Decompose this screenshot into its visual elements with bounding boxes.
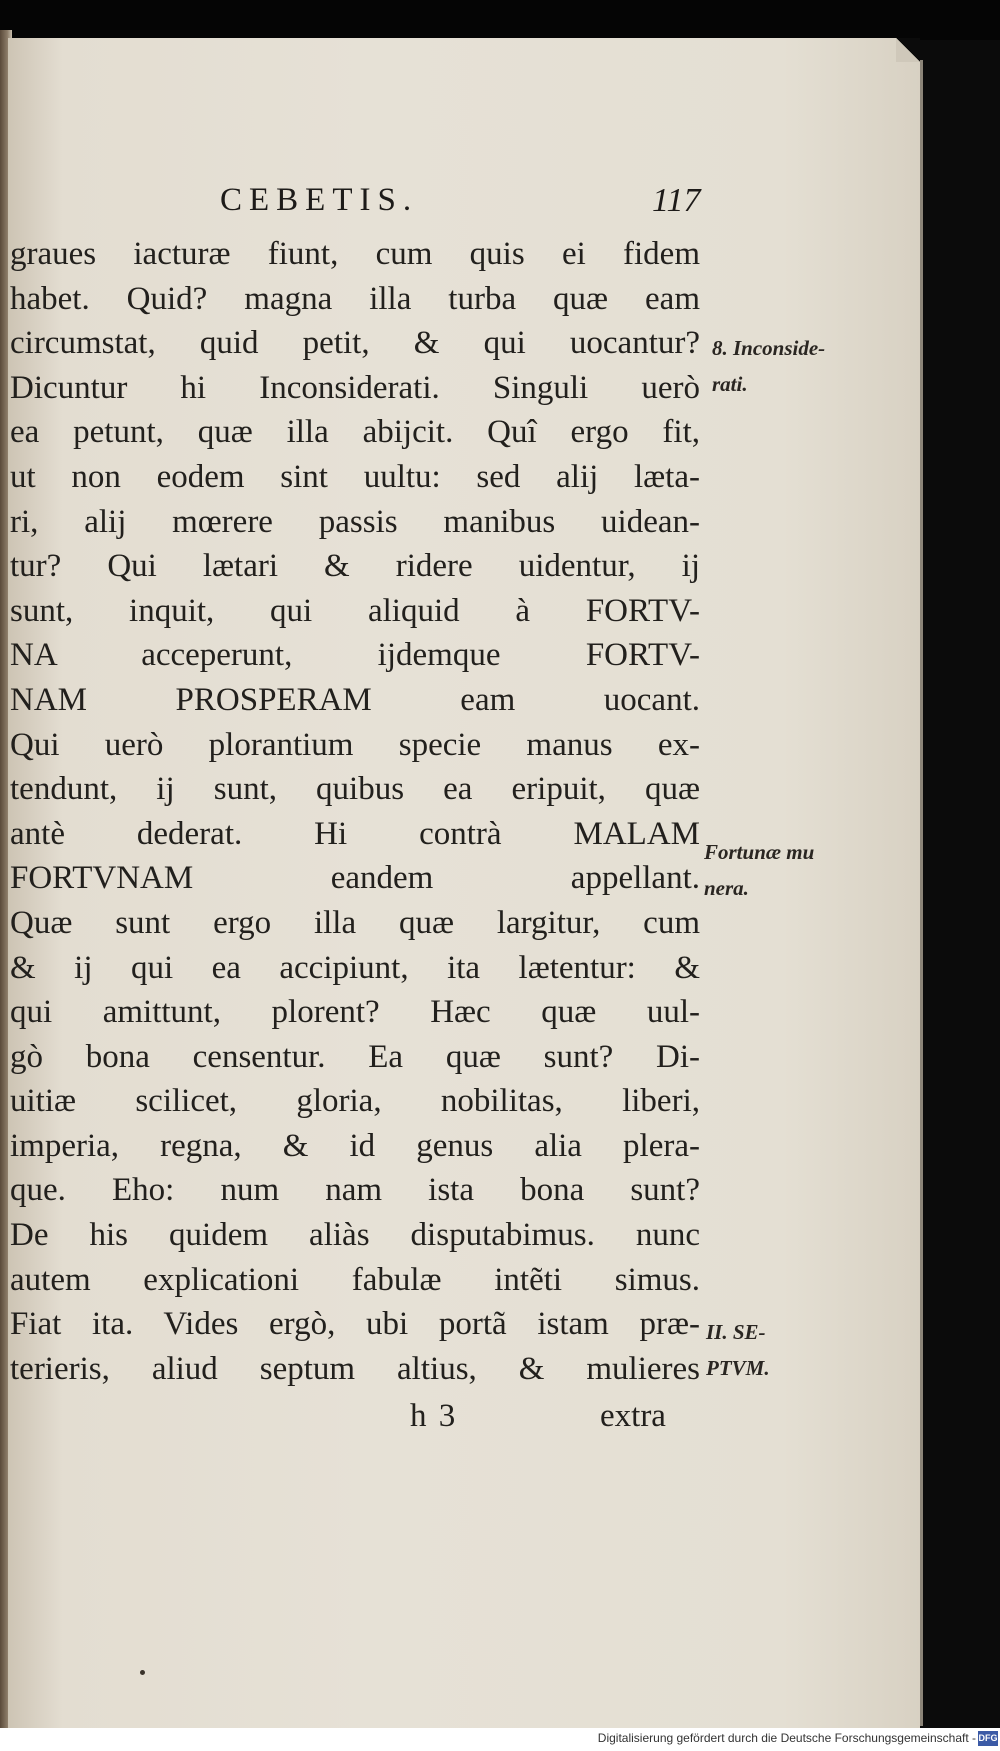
running-title: CEBETIS. xyxy=(220,182,419,218)
text-line: uitiæ scilicet, gloria, nobilitas, liberi, xyxy=(10,1083,700,1120)
margin-note-line: II. SE- xyxy=(706,1320,766,1344)
dfg-logo-icon: DFG xyxy=(978,1731,998,1746)
text-line: tendunt, ij sunt, quibus ea eripuit, quæ xyxy=(10,771,700,808)
margin-note-inconsiderati xyxy=(712,330,825,402)
text-line: antè dederat. Hi contrà MALAM xyxy=(10,815,700,852)
page-corner xyxy=(896,38,920,62)
signature-mark: h 3 xyxy=(410,1398,458,1434)
text-line: & ij qui ea accipiunt, ita lætentur: & xyxy=(10,949,700,986)
text-line: terieris, aliud septum altius, & mulieres xyxy=(10,1350,700,1387)
text-line: tur? Qui lætari & ridere uidentur, ij xyxy=(10,548,700,585)
text-line: circumstat, quid petit, & qui uocantur? xyxy=(10,325,700,362)
text-line: Fiat ita. Vides ergò, ubi portã istam præ- xyxy=(10,1306,700,1343)
credit-text: Digitalisierung gefördert durch die Deutsche Forschungsgemeinschaft - xyxy=(597,1731,976,1745)
catchword: extra xyxy=(600,1398,666,1434)
text-line: Dicuntur hi Inconsiderati. Singuli uerò xyxy=(10,369,700,406)
text-line: autem explicationi fabulæ intẽti simus. xyxy=(10,1261,700,1298)
page-edge xyxy=(920,60,923,1726)
margin-note-septum xyxy=(706,1314,770,1386)
margin-note-line: Fortunæ mu xyxy=(704,840,815,864)
text-line: ri, alij mœrere passis manibus uidean- xyxy=(10,503,700,540)
text-line: que. Eho: num nam ista bona sunt? xyxy=(10,1172,700,1209)
text-line: qui amittunt, plorent? Hæc quæ uul- xyxy=(10,994,700,1031)
text-line: Quæ sunt ergo illa quæ largitur, cum xyxy=(10,904,700,941)
margin-note-line: 8. Inconside- xyxy=(712,336,826,360)
page-number: 117 xyxy=(652,182,701,219)
text-line: habet. Quid? magna illa turba quæ eam xyxy=(10,280,700,317)
text-line: gò bona censentur. Ea quæ sunt? Di- xyxy=(10,1038,700,1075)
text-line: ea petunt, quæ illa abijcit. Quî ergo fit, xyxy=(10,414,700,451)
main-text xyxy=(10,232,700,1391)
margin-note-fortunae-munera xyxy=(704,834,814,906)
text-line: Qui uerò plorantium specie manus ex- xyxy=(10,726,700,763)
running-head xyxy=(220,182,700,232)
margin-note-line: nera. xyxy=(704,876,749,900)
background-top xyxy=(0,0,1000,40)
text-line: De his quidem aliàs disputabimus. nunc xyxy=(10,1217,700,1254)
text-line: graues iacturæ fiunt, cum quis ei fidem xyxy=(10,236,700,272)
text-line: ut non eodem sint uultu: sed alij læta- xyxy=(10,458,700,495)
credit-bar xyxy=(0,1728,1000,1751)
text-line: imperia, regna, & id genus alia plera- xyxy=(10,1127,700,1164)
text-line: NA acceperunt, ijdemque FORTV- xyxy=(10,637,700,674)
margin-note-line: PTVM. xyxy=(706,1356,770,1380)
text-line: NAM PROSPERAM eam uocant. xyxy=(10,681,700,718)
margin-note-line: rati. xyxy=(712,372,748,396)
text-line: sunt, inquit, qui aliquid à FORTV- xyxy=(10,592,700,629)
text-line: FORTVNAM eandem appellant. xyxy=(10,860,700,897)
ink-speck xyxy=(140,1670,145,1675)
